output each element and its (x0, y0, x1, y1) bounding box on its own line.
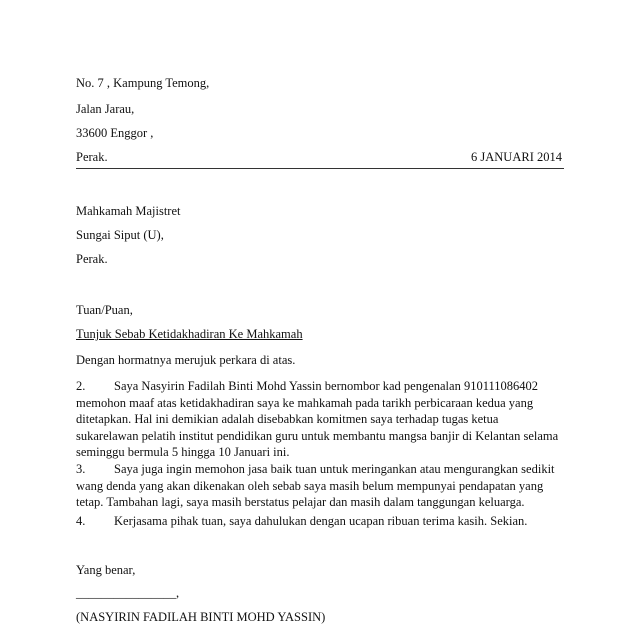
paragraph-number: 3. (76, 462, 86, 476)
paragraph-3 (76, 461, 564, 511)
paragraph-line: tetap. Tambahan lagi, saya masih berstatus pelajar dan masih dalam tanggungan keluarga. (76, 495, 525, 509)
paragraph-number: 4. (76, 514, 86, 528)
closing: Yang benar, (76, 563, 136, 577)
paragraph-number: 2. (76, 379, 86, 393)
paragraph-line: 3. Saya juga ingin memohon jasa baik tuan untuk meringankan atau mengurangkan sedikit (76, 462, 555, 476)
recipient-line-3: Perak. (76, 252, 108, 266)
paragraph-line: sukarelawan pelatih institut pendidikan guru untuk membantu mangsa banjir di Kelantan selama (76, 428, 559, 443)
paragraph-4 (76, 513, 564, 530)
paragraph-2 (76, 378, 564, 461)
recipient-line-1: Mahkamah Majistret (76, 204, 181, 218)
paragraph-line: 2. Saya Nasyirin Fadilah Binti Mohd Yassin bernombor kad pengenalan 910111086402 (76, 379, 539, 393)
sender-address-line-1: No. 7 , Kampung Temong, (76, 76, 210, 90)
paragraph-line: seminggu bermula 5 hingga 10 Januari ini. (76, 445, 290, 459)
signature-line: ________________, (76, 586, 180, 600)
paragraph-line: wang denda yang akan dikenakan oleh sebab saya masih belum mempunyai pendapatan yang (76, 478, 544, 493)
recipient-line-2: Sungai Siput (U), (76, 228, 164, 242)
paragraph-line: memohon maaf atas ketidakhadiran saya ke mahkamah pada tarikh perbicaraan kedua yang (76, 395, 534, 410)
sender-address-line-3: 33600 Enggor , (76, 126, 154, 140)
opening-line: Dengan hormatnya merujuk perkara di atas. (76, 353, 296, 367)
letter-date: 6 JANUARI 2014 (471, 150, 562, 164)
paragraph-line: ditetapkan. Hal ini demikian adalah disebabkan komitmen saya terhadap tugas ketua (76, 412, 499, 426)
sender-address-line-4: Perak. (76, 150, 108, 164)
letter-subject: Tunjuk Sebab Ketidakhadiran Ke Mahkamah (76, 327, 303, 341)
salutation: Tuan/Puan, (76, 303, 133, 317)
signatory-name: (NASYIRIN FADILAH BINTI MOHD YASSIN) (76, 610, 326, 624)
sender-address-line-2: Jalan Jarau, (76, 102, 135, 116)
header-divider (76, 168, 564, 169)
paragraph-line: 4. Kerjasama pihak tuan, saya dahulukan dengan ucapan ribuan terima kasih. Sekian. (76, 514, 528, 528)
